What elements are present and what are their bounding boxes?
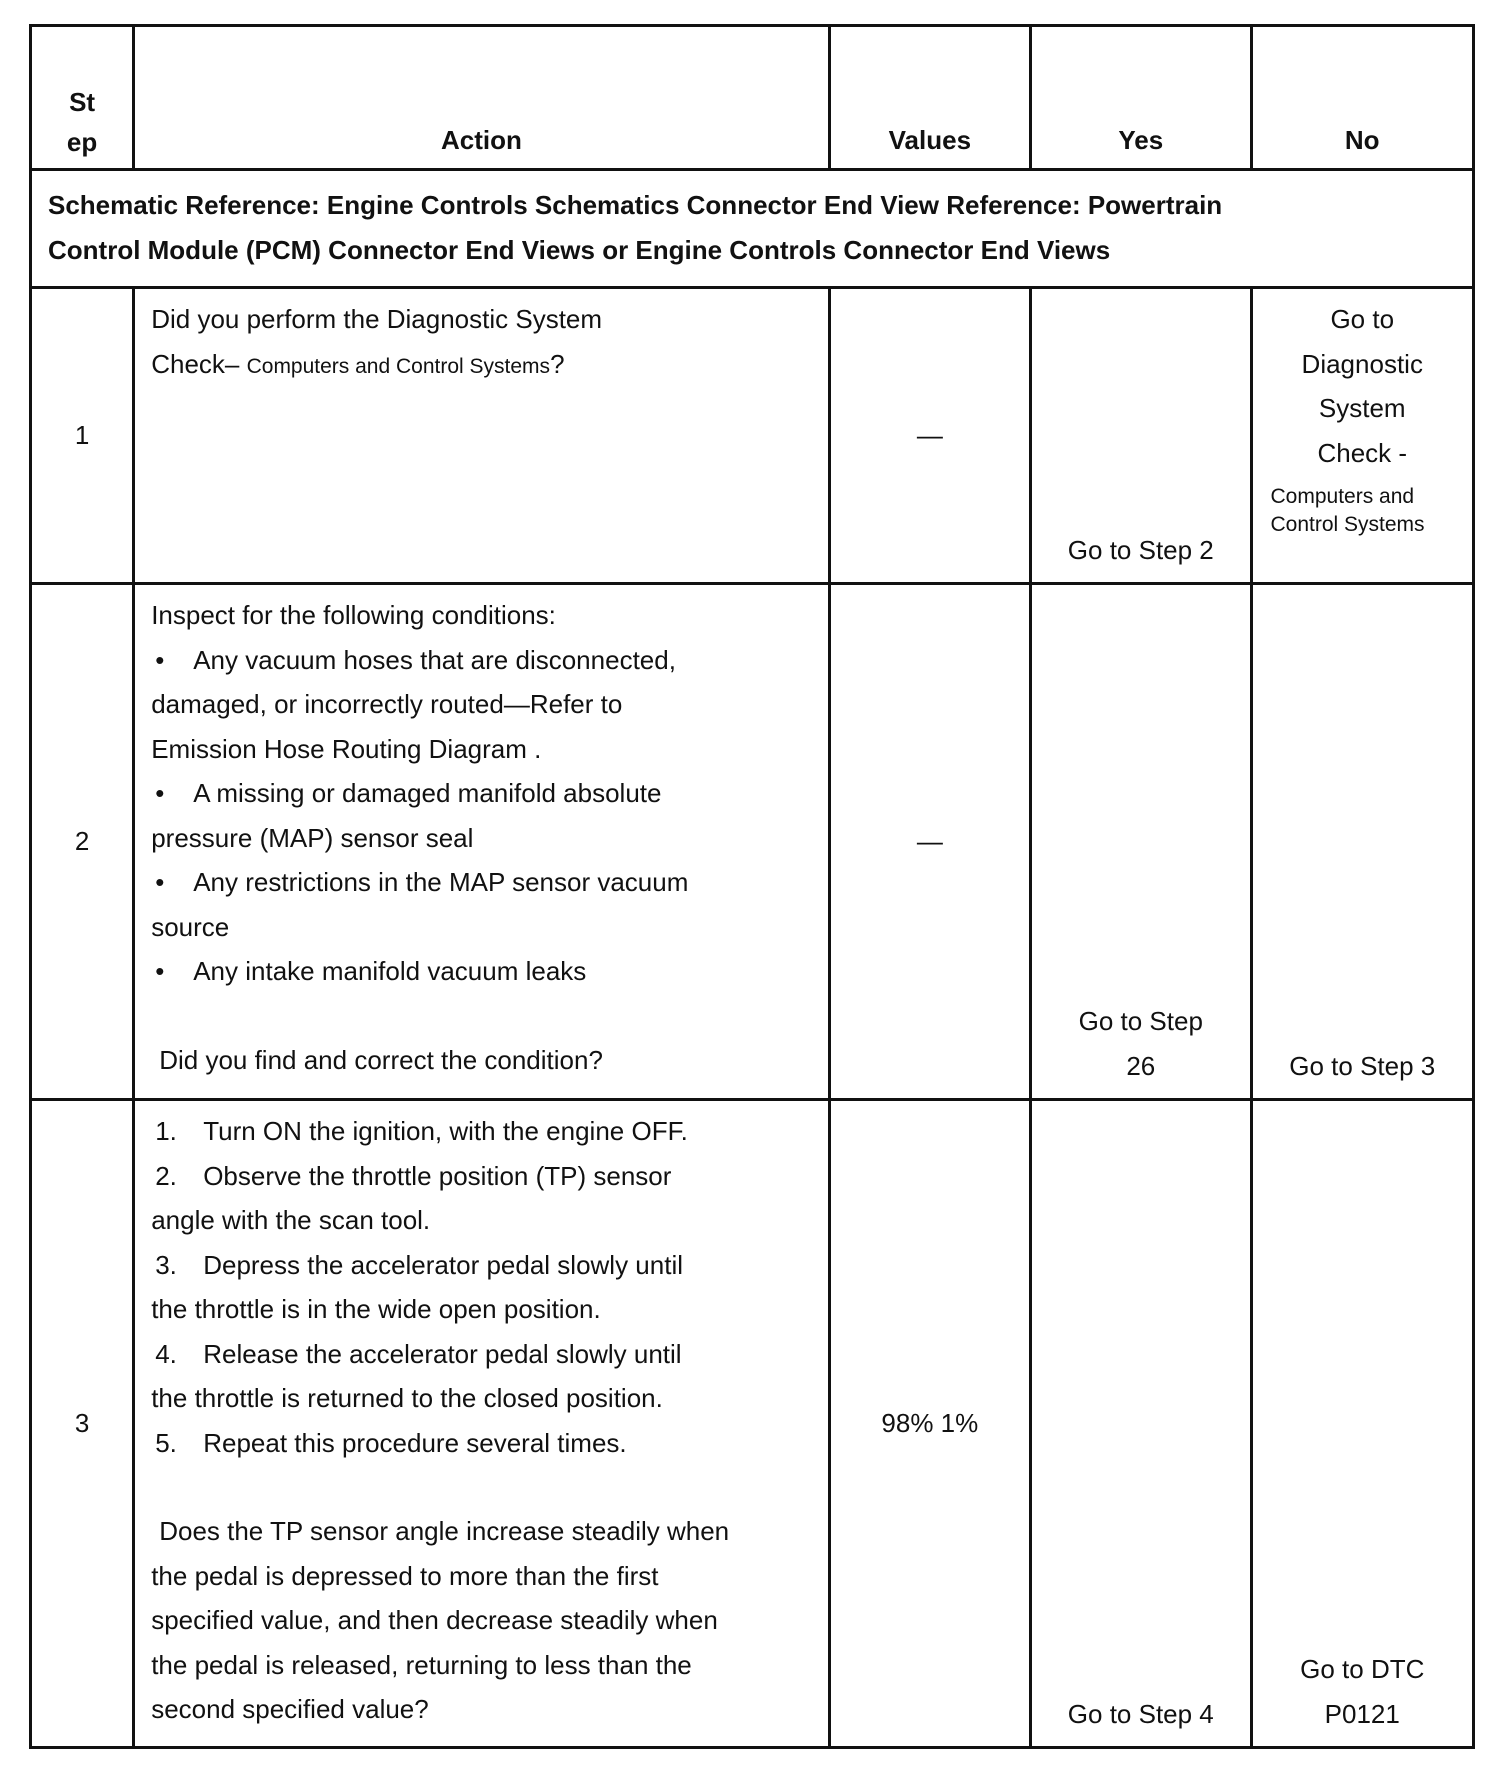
no-line: Go to DTC xyxy=(1300,1654,1425,1684)
yes-cell xyxy=(1031,584,1251,1100)
bullet-item: • Any vacuum hoses that are disconnected, xyxy=(155,644,676,675)
item-text: angle with the scan tool. xyxy=(151,1205,431,1235)
action-question: the pedal is depressed to more than the first xyxy=(151,1560,659,1591)
yes-cell: Go to Step 2 xyxy=(1031,288,1251,584)
bullet-text: damaged, or incorrectly routed—Refer to xyxy=(151,689,623,719)
item-text: Depress the accelerator pedal slowly until xyxy=(203,1249,683,1280)
action-cell xyxy=(134,288,829,584)
header-step xyxy=(31,26,134,170)
no-line: P0121 xyxy=(1324,1698,1400,1729)
action-cell xyxy=(134,1100,829,1748)
action-question: Does the TP sensor angle increase steadily when xyxy=(159,1516,730,1546)
step-number: 2 xyxy=(31,584,134,1100)
table-row xyxy=(31,584,1474,1100)
no-cell: Go to Step 3 xyxy=(1251,584,1474,1100)
bullet-text: pressure (MAP) sensor seal xyxy=(151,822,474,853)
action-question: second specified value? xyxy=(151,1694,429,1724)
action-question: Did you find and correct the condition? xyxy=(159,1044,603,1075)
no-small-line: Control Systems xyxy=(1270,513,1425,536)
schematic-reference-row xyxy=(31,170,1474,288)
numbered-item xyxy=(151,1243,813,1288)
action-question-mark: ? xyxy=(550,348,565,379)
numbered-item xyxy=(151,1332,813,1377)
reference-line1: Schematic Reference: Engine Controls Schematics Connector End View Reference: Powertrain xyxy=(48,190,1223,220)
item-text: Observe the throttle position (TP) sensor xyxy=(203,1160,672,1191)
numbered-item xyxy=(151,1154,813,1199)
bullet-item: • A missing or damaged manifold absolute xyxy=(155,778,662,808)
no-line: Go to xyxy=(1330,304,1395,334)
action-question: specified value, and then decrease steadily when xyxy=(151,1605,718,1635)
values-cell: — xyxy=(829,584,1030,1100)
table-row xyxy=(31,1100,1474,1748)
reference-line2: Control Module (PCM) Connector End Views or Engine Controls Connector End Views xyxy=(48,234,1111,265)
no-cell xyxy=(1251,288,1474,584)
no-small-line: Computers and xyxy=(1270,485,1415,508)
header-no: No xyxy=(1251,26,1474,170)
bullet-text: source xyxy=(151,911,230,942)
values-cell: — xyxy=(829,288,1030,584)
item-number: 5. xyxy=(155,1427,177,1458)
no-small-text xyxy=(1253,483,1473,539)
item-text: the throttle is in the wide open position. xyxy=(151,1294,601,1324)
no-line: System xyxy=(1318,393,1406,423)
item-number: 2. xyxy=(155,1160,177,1191)
schematic-reference xyxy=(31,170,1474,288)
action-question: the pedal is released, returning to less than the xyxy=(151,1649,692,1680)
header-values: Values xyxy=(829,26,1030,170)
item-text: Turn ON the ignition, with the engine OFF. xyxy=(203,1116,688,1146)
header-step-line1: St xyxy=(69,87,96,117)
yes-line: 26 xyxy=(1126,1050,1156,1081)
bullet-item: • Any intake manifold vacuum leaks xyxy=(155,956,587,986)
bullet-text: Emission Hose Routing Diagram . xyxy=(151,733,542,764)
bullet-text: Any vacuum hoses that are disconnected, xyxy=(193,644,676,675)
header-action: Action xyxy=(134,26,829,170)
bullet-item: • Any restrictions in the MAP sensor vacuum xyxy=(155,867,689,897)
numbered-item xyxy=(151,1421,813,1466)
header-row xyxy=(31,26,1474,170)
action-check: Check– xyxy=(151,348,247,379)
action-link-text: Computers and Control Systems xyxy=(246,354,551,378)
item-number: 4. xyxy=(155,1338,177,1369)
item-number: 1. xyxy=(155,1116,177,1146)
action-text xyxy=(151,342,813,390)
action-text: Did you perform the Diagnostic System xyxy=(151,304,603,334)
table-row xyxy=(31,288,1474,584)
yes-cell: Go to Step 4 xyxy=(1031,1100,1251,1748)
step-number: 1 xyxy=(31,288,134,584)
item-text: Release the accelerator pedal slowly until xyxy=(203,1338,682,1369)
item-number: 3. xyxy=(155,1249,177,1280)
values-cell: 98% 1% xyxy=(829,1100,1030,1748)
step-number: 3 xyxy=(31,1100,134,1748)
diagnostic-table xyxy=(29,24,1475,1749)
item-text: Repeat this procedure several times. xyxy=(203,1427,627,1458)
bullet-text: Any restrictions in the MAP sensor vacuum xyxy=(193,867,689,897)
bullet-text: Any intake manifold vacuum leaks xyxy=(193,956,587,986)
numbered-item xyxy=(151,1109,813,1154)
action-cell xyxy=(134,584,829,1100)
bullet-text: A missing or damaged manifold absolute xyxy=(193,778,662,808)
header-yes: Yes xyxy=(1031,26,1251,170)
no-line: Diagnostic xyxy=(1301,348,1423,379)
header-step-line2: ep xyxy=(66,127,98,157)
item-text: the throttle is returned to the closed position. xyxy=(151,1383,663,1413)
action-intro: Inspect for the following conditions: xyxy=(151,600,556,630)
no-cell xyxy=(1251,1100,1474,1748)
yes-line: Go to Step xyxy=(1078,1006,1203,1036)
no-line: Check - xyxy=(1317,437,1408,468)
